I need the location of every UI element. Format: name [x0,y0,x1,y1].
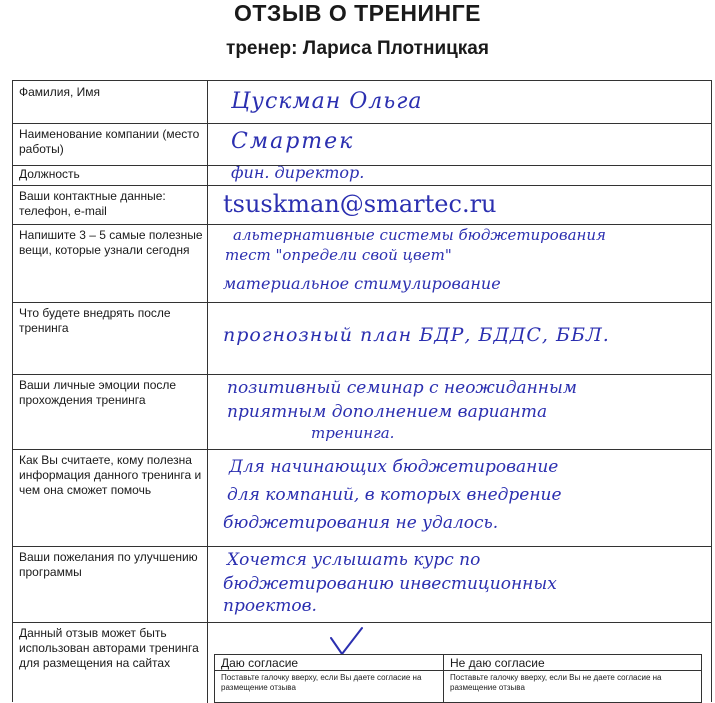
row-label: Ваши личные эмоции после прохождения тренинга [13,374,208,449]
row-label: Должность [13,165,208,185]
answer-field[interactable] [209,123,711,165]
disagree-label: Не даю согласие [444,655,701,671]
answer-field[interactable] [209,302,711,374]
row-name [13,81,711,124]
answer-field[interactable] [209,81,711,123]
row-position [13,165,711,186]
row-useful-things [13,224,711,303]
row-company [13,123,711,166]
answer-field[interactable] [209,165,711,185]
row-implementation [13,302,711,375]
row-consent [13,622,711,703]
row-label: Ваши контактные данные: телефон, e-mail [13,185,208,224]
row-label: Ваши пожелания по улучшению программы [13,546,208,622]
handwritten-answer: для компаний, в которых внедрение [227,485,562,505]
row-label: Что будете внедрять после тренинга [13,302,208,374]
handwritten-answer: бюджетирования не удалось. [223,513,499,533]
answer-field[interactable] [209,224,711,302]
handwritten-answer: прогнозный план БДР, БДДС, ББЛ. [223,324,610,346]
handwritten-answer: фин. директор. [231,163,365,182]
agree-label: Даю согласие [215,655,443,671]
handwritten-answer: бюджетированию инвестиционных [223,574,557,594]
handwritten-answer: позитивный семинар с неожиданным [227,378,577,398]
row-wishes [13,546,711,623]
row-label: Наименование компании (место работы) [13,123,208,165]
row-label: Напишите 3 – 5 самые полезные вещи, которые узнали сегодня [13,224,208,302]
consent-agree[interactable] [215,655,444,702]
disagree-note: Поставьте галочку вверху, если Вы не даете согласие на размещение отзыва [450,673,662,692]
consent-box [214,654,702,703]
answer-field[interactable] [209,546,711,622]
handwritten-answer: альтернативные системы бюджетирования [233,226,606,244]
handwritten-answer: Смартек [231,129,355,154]
answer-field[interactable] [209,185,711,224]
agree-note: Поставьте галочку вверху, если Вы даете согласие на размещение отзыва [221,673,422,692]
handwritten-answer: проектов. [223,596,317,616]
trainer-subtitle: тренер: Лариса Плотницкая [226,38,489,59]
row-emotions [13,374,711,450]
answer-field[interactable] [209,449,711,546]
handwritten-answer: tsuskman@smartec.ru [223,190,497,218]
feedback-form [12,80,712,702]
row-label: Данный отзыв может быть использован авторами тренинга для размещения на сайтах [13,622,208,703]
handwritten-answer: Для начинающих бюджетирование [229,457,559,477]
consent-disagree[interactable] [444,655,701,702]
handwritten-answer: приятным дополнением варианта [227,402,548,422]
row-contacts [13,185,711,225]
handwritten-answer: Цускман Ольга [231,89,423,114]
form-title: ОТЗЫВ О ТРЕНИНГЕ [233,0,481,26]
handwritten-answer: Хочется услышать курс по [227,550,481,570]
handwritten-answer: тренинга. [311,424,395,442]
answer-field[interactable] [209,374,711,449]
row-label: Фамилия, Имя [13,81,208,123]
row-usefulness [13,449,711,547]
handwritten-answer: материальное стимулирование [223,274,501,293]
row-label: Как Вы считаете, кому полезна информация данного тренинга и чем она сможет помочь [13,449,208,546]
handwritten-answer: тест "определи свой цвет" [225,246,452,264]
